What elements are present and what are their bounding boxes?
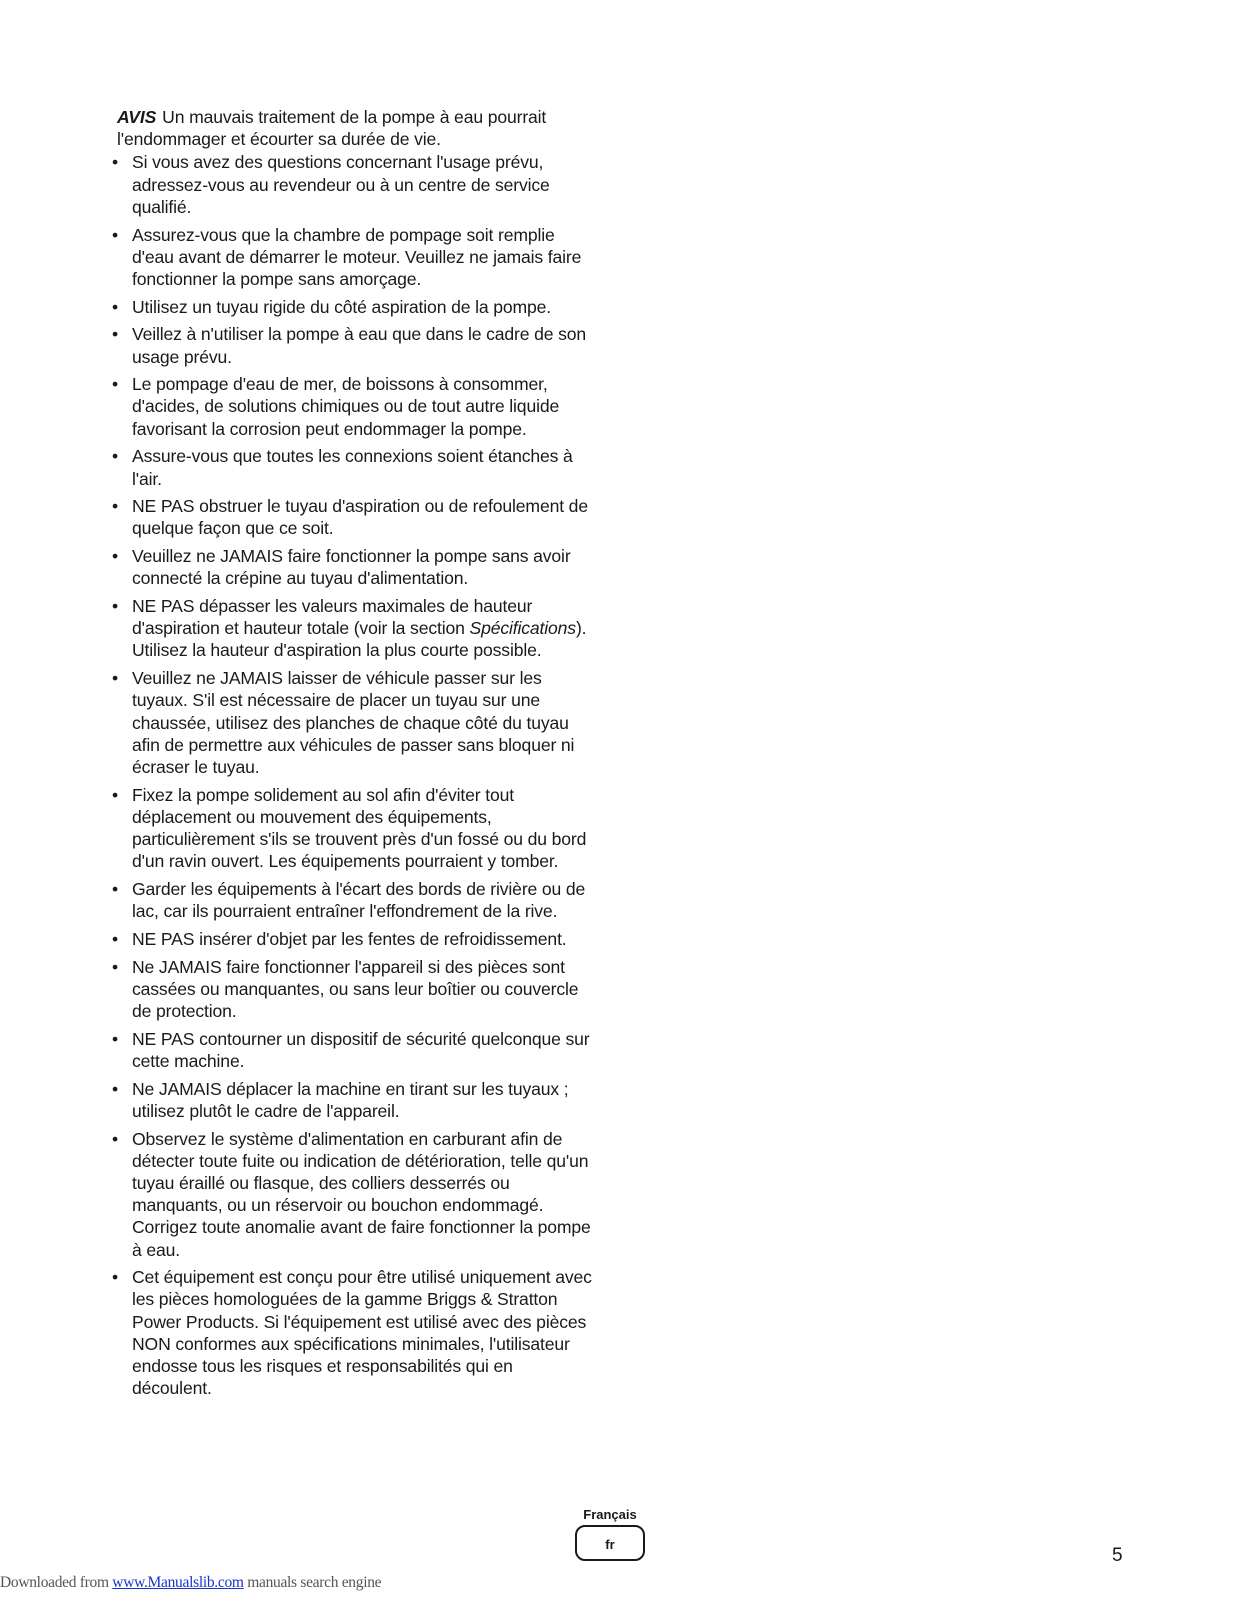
bullet-icon: • [112, 1267, 119, 1288]
list-item: • Veillez à n'utiliser la pompe à eau que dans le cadre de son usage prévu. [112, 324, 587, 367]
specifications-reference: Spécifications [469, 618, 576, 639]
bullet-icon: • [112, 596, 119, 617]
bullet-icon: • [112, 879, 119, 899]
list-item: • Veuillez ne JAMAIS faire fonctionner la pompe sans avoir connecté la crépine au tuyau d'alimentation. [112, 546, 571, 589]
list-item: • Veuillez ne JAMAIS laisser de véhicule passer sur les tuyaux. S'il est nécessaire de placer un tuyau sur une chaussée, utilisez des planches de chaque côté du tuyau afin de permettre aux véhicules de passer sans bloquer ni écraser le tuyau. [112, 668, 575, 777]
notice-intro [117, 106, 597, 150]
list-item: • Assurez-vous que la chambre de pompage soit remplie d'eau avant de démarrer le moteur. Veuillez ne jamais faire fonctionner la pompe sans amorçage. [112, 224, 582, 289]
list-item: • NE PAS insérer d'objet par les fentes de refroidissement. [112, 928, 567, 949]
list-item: • NE PAS dépasser les valeurs maximales de hauteur d'aspiration et hauteur totale (voir la section Spécifications). Utilisez la hauteur d'aspiration la plus courte possible. [112, 596, 587, 661]
list-item: • NE PAS contourner un dispositif de sécurité quelconque sur cette machine. [112, 1028, 590, 1071]
list-item: • Le pompage d'eau de mer, de boissons à consommer, d'acides, de solutions chimiques ou de tout autre liquide favorisant la corrosion peut endommager la pompe. [112, 374, 560, 439]
safety-bullet-list [112, 151, 597, 1399]
notice-label: AVIS [117, 107, 157, 127]
bullet-icon: • [112, 374, 119, 395]
bullet-icon: • [112, 784, 119, 805]
bullet-icon: • [112, 546, 119, 567]
list-item: • Ne JAMAIS faire fonctionner l'appareil si des pièces sont cassées ou manquantes, ou sans leur boîtier ou couvercle de protection. [112, 956, 579, 1022]
list-item: • Assure-vous que toutes les connexions soient étanches à l'air. [112, 446, 573, 489]
list-item: • Garder les équipements à l'écart des bords de rivière ou de lac, car ils pourraient entraîner l'effondrement de la rive. [112, 879, 586, 922]
bullet-icon: • [112, 1078, 119, 1099]
list-item: • Utilisez un tuyau rigide du côté aspiration de la pompe. [112, 296, 551, 317]
bullet-icon: • [112, 668, 119, 689]
list-item: • Fixez la pompe solidement au sol afin d'éviter tout déplacement ou mouvement des équipements, particulièrement s'ils se trouvent près d'un fossé ou du bord d'un ravin ouvert. Les équipements pourraient y tomber. [112, 784, 587, 872]
list-item: • Observez le système d'alimentation en carburant afin de détecter toute fuite ou indication de détérioration, telle qu'un tuyau éraillé ou flasque, des colliers desserrés ou manquants, ou un réservoir ou bouchon endommagé. Corrigez toute anomalie avant de faire fonctionner la pompe à eau. [112, 1128, 591, 1260]
bullet-icon: • [112, 956, 119, 977]
language-label: Français [583, 1507, 637, 1522]
safety-notice-column [112, 106, 597, 1405]
bullet-icon: • [112, 1028, 119, 1049]
download-footer: Downloaded from www.Manualslib.com manuals search engine [0, 1574, 382, 1591]
bullet-icon: • [112, 1128, 119, 1149]
bullet-icon: • [112, 496, 119, 517]
bullet-icon: • [112, 296, 119, 317]
list-item: • Ne JAMAIS déplacer la machine en tirant sur les tuyaux ; utilisez plutôt le cadre de l'appareil. [112, 1078, 569, 1121]
bullet-icon: • [112, 224, 119, 245]
bullet-icon: • [112, 928, 119, 949]
notice-text: Un mauvais traitement de la pompe à eau pourrait l'endommager et écourter sa durée de vie. [117, 107, 547, 150]
list-item: • Si vous avez des questions concernant l'usage prévu, adressez-vous au revendeur ou à un centre de service qualifié. [112, 152, 550, 217]
manualslib-link[interactable]: www.Manualslib.com [112, 1574, 244, 1591]
page-number: 5 [1112, 1545, 1123, 1566]
language-tab [572, 1508, 648, 1561]
bullet-icon: • [112, 446, 119, 467]
language-code-badge: fr [575, 1525, 645, 1561]
bullet-icon: • [112, 324, 119, 345]
list-item: • Cet équipement est conçu pour être utilisé uniquement avec les pièces homologuées de la gamme Briggs & Stratton Power Products. Si l'équipement est utilisé avec des pièces NON conformes aux spécifications minimales, l'utilisateur endosse tous les risques et responsabilités qui en découlent. [112, 1267, 592, 1399]
bullet-icon: • [112, 152, 119, 173]
list-item: • NE PAS obstruer le tuyau d'aspiration ou de refoulement de quelque façon que ce soit. [112, 496, 588, 539]
